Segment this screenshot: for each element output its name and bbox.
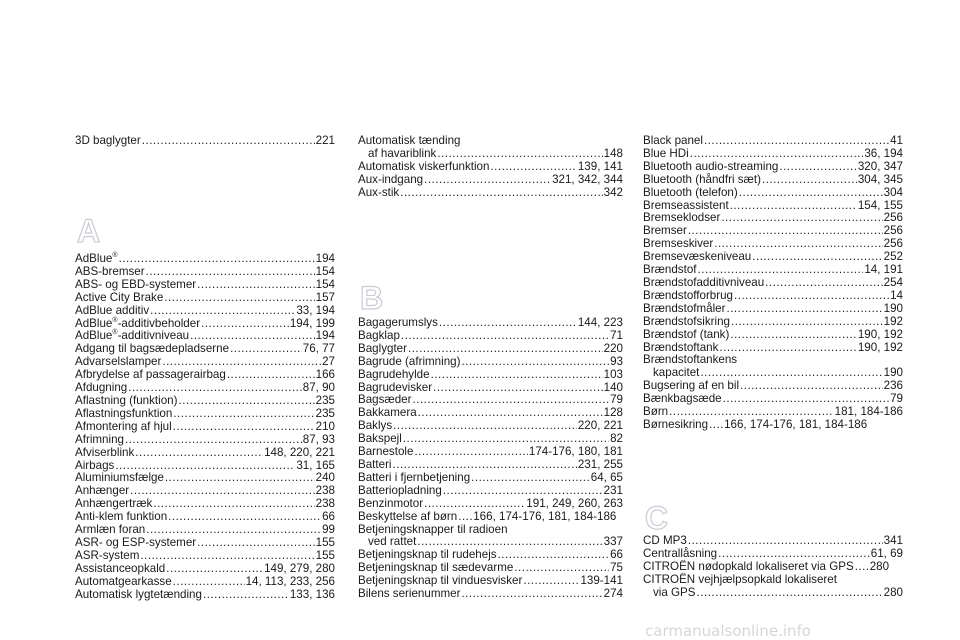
index-entry	[75, 589, 335, 602]
dot-leader	[173, 421, 315, 434]
index-group-b-cont	[643, 135, 903, 432]
index-term-suffix: -additivbeholder	[117, 316, 201, 330]
index-term-text: Advarselslamper	[75, 355, 162, 369]
index-term-text: Afbrydelse af passagerairbag	[75, 368, 226, 382]
section-letter-a: A	[77, 213, 101, 249]
dot-leader	[433, 382, 603, 395]
page-numbers: 235	[315, 406, 335, 420]
page-numbers: 76, 77	[302, 342, 335, 356]
registered-mark: ®	[112, 316, 118, 324]
page-numbers: 36, 194	[864, 146, 903, 160]
index-group-c	[643, 535, 903, 600]
dot-leader	[173, 408, 314, 421]
index-term-text: Anhænger	[75, 484, 130, 498]
page-numbers: 33, 194	[296, 303, 335, 317]
index-term	[358, 187, 399, 200]
page-numbers: 190, 192	[857, 340, 903, 354]
index-term-text: Assistanceopkald	[75, 561, 166, 575]
page-numbers: 191, 249, 260, 263	[526, 496, 623, 510]
index-term-text: Afmontering af hjul	[75, 419, 172, 433]
page-numbers: 194	[315, 252, 335, 265]
page-numbers: 79	[890, 392, 903, 406]
page-numbers: 220, 221	[577, 419, 623, 433]
index-term-text: Aflastningsfunktion	[75, 406, 173, 420]
index-term-text: Batteri	[358, 457, 392, 471]
dot-leader	[166, 563, 263, 576]
index-group-b	[358, 317, 623, 601]
dot-leader	[140, 550, 314, 563]
index-term-text: Baglygter	[358, 341, 407, 355]
page-numbers: 320, 347	[857, 159, 903, 173]
dot-leader	[740, 380, 883, 393]
index-term-text: Bagrudevisker	[358, 380, 433, 394]
index-term-text: Bilens serienummer	[358, 587, 461, 601]
index-term-text: Barnestole	[358, 445, 414, 459]
index-term-text: ABS- og EBD-systemer	[75, 277, 197, 291]
page-numbers: 190	[883, 301, 903, 315]
page-numbers: 87, 93	[302, 432, 335, 446]
page-numbers: 256	[883, 237, 903, 251]
page-numbers: 304	[883, 185, 903, 199]
index-term-text: CD MP3	[643, 534, 687, 547]
page-numbers: 174-176, 180, 181	[528, 445, 623, 459]
dot-leader	[439, 317, 577, 330]
dot-leader	[418, 407, 603, 420]
dot-leader	[164, 292, 314, 305]
index-term-text: Active City Brake	[75, 290, 164, 304]
page-numbers: 64, 65	[590, 470, 623, 484]
page-numbers: 128	[603, 406, 623, 420]
dot-leader	[203, 589, 289, 602]
dot-leader	[431, 369, 603, 382]
page-numbers: 274	[603, 587, 623, 601]
page-numbers: 148, 220, 221	[264, 445, 335, 459]
index-term-text: Bugsering af en bil	[643, 379, 740, 393]
page-numbers: 154	[315, 277, 335, 291]
dot-leader	[752, 251, 882, 264]
index-term-text: Brændstofadditivniveau	[643, 275, 765, 289]
dot-leader	[424, 174, 551, 187]
dot-leader	[413, 394, 610, 407]
index-term-text: Black panel	[643, 134, 703, 147]
index-term-text: Aluminiumsfælge	[75, 471, 164, 485]
page-numbers: 240	[315, 471, 335, 485]
page-numbers: 304, 345	[857, 172, 903, 186]
page-numbers: 190	[883, 366, 903, 380]
page-numbers: 194, 199	[289, 316, 335, 330]
dot-leader	[393, 420, 577, 433]
index-term-text: Børn	[643, 405, 669, 419]
dot-leader	[730, 329, 857, 342]
index-term-text: Automatisk lygtetænding	[75, 587, 202, 601]
index-group-digits	[75, 135, 335, 148]
dot-leader	[400, 187, 602, 200]
index-term-text: Bremseklodser	[643, 211, 721, 225]
index-group-a-cont	[358, 135, 623, 200]
dot-leader	[498, 549, 610, 562]
dot-leader	[401, 330, 609, 343]
page-numbers: 66	[322, 510, 335, 524]
dot-leader	[165, 472, 315, 485]
section-letter-c: C	[645, 500, 669, 536]
page-numbers: 103	[603, 367, 623, 381]
index-term	[358, 588, 460, 601]
page-numbers: 280	[869, 559, 890, 573]
index-term-text: Batteri i fjernbetjening	[358, 470, 471, 484]
index-term	[643, 419, 708, 432]
page-numbers: 166	[315, 368, 335, 382]
index-term-text: Betjeningsknap til sædevarme	[358, 561, 514, 575]
page-numbers: 140	[603, 380, 623, 394]
index-term-text: ASR-system	[75, 548, 140, 562]
index-term	[75, 135, 141, 148]
page-numbers: 75	[610, 561, 623, 575]
index-term-text: Bænkbagsæde	[643, 392, 722, 406]
dot-leader	[168, 511, 321, 524]
page-numbers: 14, 113, 233, 256	[245, 574, 335, 588]
index-term	[75, 589, 202, 602]
index-term-text: Brændstofforbrug	[643, 288, 734, 302]
page-numbers: 194	[315, 329, 335, 343]
index-term-text: ved rattet	[368, 535, 417, 549]
page-numbers: 14	[890, 288, 903, 302]
page-numbers: 238	[315, 484, 335, 498]
page-numbers: 139, 141	[577, 159, 623, 173]
dot-leader	[490, 161, 576, 174]
index-term-text: Betjeningsknap til rudehejs	[358, 548, 497, 562]
index-entry	[75, 135, 335, 148]
dot-leader	[730, 200, 857, 213]
index-term-text: Blue HDi	[643, 146, 689, 160]
page-numbers: 87, 90	[302, 381, 335, 395]
registered-mark: ®	[112, 329, 118, 337]
page-numbers: 93	[610, 354, 623, 368]
dot-leader	[178, 395, 314, 408]
index-term-text: Bluetooth (håndfri sæt)	[643, 172, 761, 186]
index-entry	[643, 587, 903, 600]
dot-leader	[731, 316, 883, 329]
dot-leader	[197, 537, 315, 550]
page-numbers: 321, 342, 344	[552, 172, 623, 186]
dot-leader	[125, 434, 302, 447]
page-numbers: 66	[610, 548, 623, 562]
dot-leader	[762, 174, 857, 187]
index-term-text: ASR- og ESP-systemer	[75, 535, 197, 549]
index-term-suffix: -additivniveau	[117, 329, 190, 343]
index-term-text: Beskyttelse af børn	[358, 509, 458, 523]
page-numbers: 144, 223	[577, 316, 623, 329]
dot-leader	[697, 587, 883, 600]
index-term-text: af havariblink	[368, 146, 437, 160]
page-numbers: 190, 192	[857, 327, 903, 341]
index-term-text: Afdugning	[75, 381, 128, 395]
page-numbers: 235	[315, 393, 335, 407]
index-term-text: 3D baglygter	[75, 134, 141, 147]
index-group-a	[75, 253, 335, 601]
index-term-text: Bagrude (afrimning)	[358, 354, 461, 368]
index-term-text: Børnesikring	[643, 417, 709, 431]
index-term-text: Armlæn foran	[75, 523, 146, 537]
index-term-text: Brændstof	[643, 263, 697, 277]
index-term-text: Bremser	[643, 224, 687, 238]
page-numbers: 79	[610, 393, 623, 407]
dot-leader	[197, 279, 315, 292]
index-term-text: Aux-stik	[358, 185, 400, 199]
index-term-text: Bremseskiver	[643, 237, 714, 251]
watermark: carmanualsonline.info	[645, 622, 811, 640]
page-numbers: 166, 174-176, 181, 184-186	[473, 509, 617, 523]
page-numbers: 337	[603, 535, 623, 549]
page-numbers: 71	[610, 328, 623, 342]
index-term-text: Betjeningsknapper til radioen	[358, 522, 508, 536]
page-numbers: 256	[883, 224, 903, 238]
page-numbers: 166, 174-176, 181, 184-186	[724, 417, 868, 431]
page-numbers: 236	[883, 379, 903, 393]
dot-leader	[230, 343, 302, 356]
page-numbers: 61, 69	[870, 546, 903, 560]
page-numbers: 82	[610, 432, 623, 446]
index-term-text: Aflastning (funktion)	[75, 393, 178, 407]
page-numbers: 99	[322, 523, 335, 537]
page-numbers: 154	[315, 264, 335, 278]
dot-leader	[227, 369, 315, 382]
page-numbers: 149, 279, 280	[264, 561, 335, 575]
page-numbers: 155	[315, 535, 335, 549]
page-numbers: 157	[315, 290, 335, 304]
page-numbers: 238	[315, 497, 335, 511]
dot-leader	[779, 161, 857, 174]
index-term-text: Anhængertræk	[75, 497, 153, 511]
index-term-text: Adgang til bagsædepladserne	[75, 342, 230, 356]
index-entry	[643, 419, 903, 432]
dot-leader	[688, 225, 883, 238]
page-numbers: 210	[315, 419, 335, 433]
index-term-text: ABS-bremser	[75, 264, 145, 278]
page-numbers: 231, 255	[577, 457, 623, 471]
page-numbers: 221	[315, 134, 335, 147]
page-numbers: 31, 165	[296, 458, 335, 472]
page-numbers: 139-141	[580, 574, 623, 588]
dot-leader	[719, 342, 856, 355]
index-term-text: Bakkamera	[358, 406, 417, 420]
index-term-text: Betjeningsknap til vinduesvisker	[358, 574, 523, 588]
dot-leader	[135, 447, 263, 460]
index-term-text: Batteriopladning	[358, 483, 442, 497]
page-numbers: 41	[890, 134, 903, 147]
dot-leader	[855, 561, 869, 574]
index-term-text: kapacitet	[653, 366, 700, 380]
page-numbers: 14, 191	[864, 263, 903, 277]
index-term-text: Brændstof (tank)	[643, 327, 730, 341]
index-term-text: CITROËN vejhjælpsopkald lokaliseret	[643, 572, 837, 586]
index-term-text: via GPS	[653, 585, 696, 599]
dot-leader	[726, 303, 882, 316]
index-term-text: Centrallåsning	[643, 546, 718, 560]
dot-leader	[443, 485, 603, 498]
index-term-text: Afviserblink	[75, 445, 135, 459]
index-term-text: Automatisk tænding	[358, 134, 461, 147]
dot-leader	[461, 356, 609, 369]
dot-leader	[704, 135, 889, 148]
dot-leader	[130, 485, 315, 498]
page-numbers: 220	[603, 341, 623, 355]
dot-leader	[414, 446, 527, 459]
index-term-text: Anti-klem funktion	[75, 510, 168, 524]
section-letter-b: B	[360, 280, 384, 316]
index-term-text: Automatisk viskerfunktion	[358, 159, 490, 173]
index-term-text: Bluetooth (telefon)	[643, 185, 738, 199]
index-term-text: Baklys	[358, 419, 393, 433]
index-term-text: Bagagerumslys	[358, 316, 438, 329]
index-term-text: Brændstoftankens	[643, 353, 738, 367]
index-term-text: Brændstoftank	[643, 340, 719, 354]
page-numbers: 341	[883, 534, 903, 547]
index-term-text: Bagrudehylde	[358, 367, 430, 381]
registered-mark: ®	[112, 252, 118, 259]
dot-leader	[734, 290, 889, 303]
dot-leader	[523, 575, 579, 588]
page-numbers: 192	[883, 314, 903, 328]
index-term-text: Aux-indgang	[358, 172, 424, 186]
index-term-text: Bremseassistent	[643, 198, 729, 212]
page-numbers: 256	[883, 211, 903, 225]
page-numbers: 181, 184-186	[834, 405, 903, 419]
page-numbers: 133, 136	[289, 587, 335, 601]
index-term-text: Bakspejl	[358, 432, 402, 446]
index-term-text: Bluetooth audio-streaming	[643, 159, 779, 173]
page-numbers: 155	[315, 548, 335, 562]
page-numbers: 254	[883, 275, 903, 289]
index-term-text: Afrimning	[75, 432, 124, 446]
dot-leader	[739, 187, 883, 200]
index-term-text: Bagsæder	[358, 393, 412, 407]
page-numbers: 280	[883, 585, 903, 599]
index-term-text: Automatgearkasse	[75, 574, 172, 588]
dot-leader	[153, 498, 314, 511]
index-term-text: Brændstofmåler	[643, 301, 726, 315]
dot-leader	[142, 135, 315, 148]
index-term-text: AdBlue	[75, 252, 113, 265]
page-numbers: 252	[883, 250, 903, 264]
page-numbers: 154, 155	[857, 198, 903, 212]
page-numbers: 27	[322, 355, 335, 369]
index-term-text: CITROËN nødopkald lokaliseret via GPS	[643, 559, 854, 573]
index-term-text: AdBlue	[75, 329, 113, 343]
index-term-text: Bagklap	[358, 328, 400, 342]
dot-leader	[471, 472, 590, 485]
index-entry	[358, 588, 623, 601]
index-entry	[358, 187, 623, 200]
dot-leader	[765, 277, 882, 290]
dot-leader	[721, 212, 882, 225]
page-numbers: 231	[603, 483, 623, 497]
index-term-text: AdBlue	[75, 316, 113, 330]
index-term-text: AdBlue additiv	[75, 303, 150, 317]
index-term-text: Bremsevæskeniveau	[643, 250, 752, 264]
dot-leader	[201, 318, 289, 331]
page-numbers: 148	[603, 146, 623, 160]
dot-leader	[119, 253, 315, 266]
page-numbers: 342	[603, 185, 623, 199]
index-term	[653, 587, 696, 600]
index-term-text: Benzinmotor	[358, 496, 424, 510]
index-term-text: Brændstofsikring	[643, 314, 730, 328]
index-term-text: Airbags	[75, 458, 115, 472]
dot-leader	[709, 419, 723, 432]
dot-leader	[461, 588, 602, 601]
